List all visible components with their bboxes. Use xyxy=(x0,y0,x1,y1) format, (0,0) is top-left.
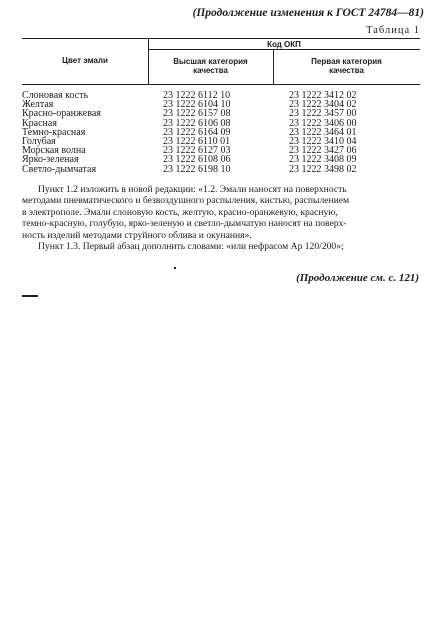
column-header-okp: Код ОКП xyxy=(267,40,301,49)
paragraph-2: Пункт 1.3. Первый абзац дополнить словами: «или нефрасом Ар 120/200»; xyxy=(38,241,344,252)
table-cell-high: 23 1222 6112 10 xyxy=(163,90,231,101)
table-cell-high: 23 1222 6110 01 xyxy=(163,135,231,147)
table-cell-color: Ярко-зеленая xyxy=(22,154,79,166)
paragraph-1-line: в электрополе. Эмали слоновую кость, желтую, красно-оранжевую, красную, xyxy=(22,206,338,218)
table-cell-color: Светло-дымчатая xyxy=(22,163,97,175)
table-cell-high: 23 1222 6104 10 xyxy=(163,99,231,111)
column-header-high xyxy=(148,57,273,75)
table-cell-high: 23 1222 6127 03 xyxy=(163,145,231,157)
table-cell-color: Слоновая кость xyxy=(22,90,89,101)
column-high-values xyxy=(163,91,231,174)
column-header-first xyxy=(273,57,420,75)
footer-continuation: (Продолжение см. с. 121) xyxy=(296,272,419,284)
table-cell-color: Красная xyxy=(22,117,57,129)
table-cell-color: Темно-красная xyxy=(22,126,86,138)
table-cell-high: 23 1222 6108 06 xyxy=(163,154,231,166)
table-cell-high: 23 1222 6157 08 xyxy=(163,108,231,120)
table-cell-color: Голубая xyxy=(22,135,56,147)
table-cell-high: 23 1222 6198 10 xyxy=(163,163,231,175)
table-cell-high: 23 1222 6106 08 xyxy=(163,117,231,129)
column-header-color: Цвет эмали xyxy=(62,56,108,65)
table-caption: Таблица 1 xyxy=(366,25,420,36)
column-first-values xyxy=(289,91,357,174)
table-cell-color: Красно-оранжевая xyxy=(22,108,101,120)
column-header-first-line1: Первая категория xyxy=(311,57,382,66)
table-cell-first: 23 1222 3457 00 xyxy=(289,108,357,120)
column-color-values xyxy=(22,91,101,174)
paragraph-1 xyxy=(22,184,420,241)
table-cell-first: 23 1222 3406 00 xyxy=(289,117,357,129)
column-header-high-line1: Высшая категория xyxy=(173,57,248,66)
paragraph-1-line: методами пневматического и безвоздушного распыления, кистью, распылением xyxy=(22,195,350,207)
table-cell-first: 23 1222 3404 02 xyxy=(289,99,357,111)
column-header-first-line2: качества xyxy=(329,66,364,75)
page-number-fragment xyxy=(22,295,38,297)
okp-subheader-rule xyxy=(148,49,420,50)
table-cell-high: 23 1222 6164 09 xyxy=(163,126,231,138)
paragraph-1-line: темно-красную, голубую, ярко-зеленую и светло-дымчатую наносят на поверх- xyxy=(22,218,347,230)
header-title: (Продолжение изменения к ГОСТ 24784—81) xyxy=(192,7,424,19)
paragraph-1-line: ность изделий методами струйного облива и окунания». xyxy=(22,229,252,241)
table-cell-first: 23 1222 3408 09 xyxy=(289,154,357,166)
header-bottom-rule xyxy=(22,84,420,85)
table-cell-color: Желтая xyxy=(22,99,54,111)
table-cell-first: 23 1222 3498 02 xyxy=(289,163,357,175)
table-cell-first: 23 1222 3427 06 xyxy=(289,145,357,157)
paragraph-1-line: Пункт 1.2 изложить в новой редакции: «1.2. Эмали наносят на поверхность xyxy=(38,184,347,195)
table-cell-first: 23 1222 3464 01 xyxy=(289,126,357,138)
table-top-rule xyxy=(22,38,420,39)
table-cell-first: 23 1222 3410 04 xyxy=(289,135,357,147)
table-cell-color: Морская волна xyxy=(22,145,86,157)
speck-mark xyxy=(174,267,176,269)
column-header-high-line2: качества xyxy=(193,66,228,75)
table-cell-first: 23 1222 3412 02 xyxy=(289,90,357,101)
